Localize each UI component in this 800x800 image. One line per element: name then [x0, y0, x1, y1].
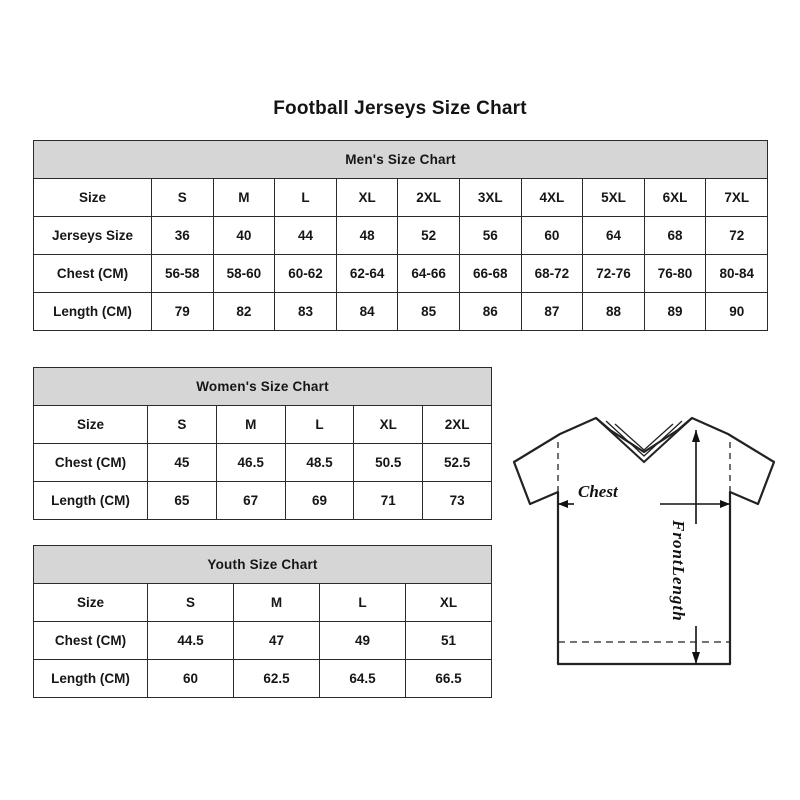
table-cell: 64.5: [320, 660, 406, 698]
column-header: 2XL: [423, 406, 492, 444]
table-cell: 48: [336, 217, 398, 255]
table-title-row: [34, 141, 768, 179]
table-cell: 87: [521, 293, 583, 331]
mens-size-table: [33, 140, 768, 331]
table-cell: 76-80: [644, 255, 706, 293]
table-cell: 47: [234, 622, 320, 660]
table-cell: 46.5: [216, 444, 285, 482]
column-header: 5XL: [583, 179, 645, 217]
table-header-row: [34, 179, 768, 217]
jersey-shirt-icon: [500, 400, 788, 700]
table-cell: 51: [406, 622, 492, 660]
table-cell: 40: [213, 217, 275, 255]
column-header: L: [320, 584, 406, 622]
table-cell: 56-58: [152, 255, 214, 293]
table-cell: 82: [213, 293, 275, 331]
table-cell: 62-64: [336, 255, 398, 293]
table-cell: 64: [583, 217, 645, 255]
chest-measure-label: Chest: [578, 482, 618, 501]
table-cell: 56: [459, 217, 521, 255]
row-label: Jerseys Size: [34, 217, 152, 255]
table-cell: 83: [275, 293, 337, 331]
row-label: Length (CM): [34, 293, 152, 331]
row-label: Length (CM): [34, 482, 148, 520]
page-title: Football Jerseys Size Chart: [273, 98, 527, 119]
column-header: 4XL: [521, 179, 583, 217]
table-cell: 68: [644, 217, 706, 255]
column-header: S: [148, 406, 217, 444]
table-cell: 79: [152, 293, 214, 331]
youth-size-chart: [33, 545, 492, 698]
table-header-row: [34, 406, 492, 444]
table-title-row: [34, 546, 492, 584]
table-cell: 66.5: [406, 660, 492, 698]
table-row: [34, 293, 768, 331]
table-cell: 44.5: [148, 622, 234, 660]
table-cell: 68-72: [521, 255, 583, 293]
youth-table-title: Youth Size Chart: [34, 546, 492, 584]
column-header: L: [285, 406, 354, 444]
table-cell: 72: [706, 217, 768, 255]
column-header: M: [234, 584, 320, 622]
column-header: 7XL: [706, 179, 768, 217]
table-cell: 69: [285, 482, 354, 520]
column-header: XL: [406, 584, 492, 622]
table-row: [34, 444, 492, 482]
table-cell: 36: [152, 217, 214, 255]
row-label: Chest (CM): [34, 622, 148, 660]
womens-table-title: Women's Size Chart: [34, 368, 492, 406]
row-label: Chest (CM): [34, 255, 152, 293]
table-cell: 60: [521, 217, 583, 255]
table-cell: 71: [354, 482, 423, 520]
table-cell: 85: [398, 293, 460, 331]
womens-size-table: [33, 367, 492, 520]
column-header: 6XL: [644, 179, 706, 217]
column-header: 3XL: [459, 179, 521, 217]
table-cell: 52: [398, 217, 460, 255]
table-cell: 67: [216, 482, 285, 520]
column-header: XL: [336, 179, 398, 217]
youth-size-table: [33, 545, 492, 698]
table-row: [34, 622, 492, 660]
womens-size-chart: [33, 367, 492, 520]
table-cell: 50.5: [354, 444, 423, 482]
column-header: M: [216, 406, 285, 444]
table-cell: 65: [148, 482, 217, 520]
table-title-row: [34, 368, 492, 406]
table-cell: 80-84: [706, 255, 768, 293]
table-cell: 88: [583, 293, 645, 331]
row-label: Chest (CM): [34, 444, 148, 482]
table-row: [34, 217, 768, 255]
front-length-measure-label: FrontLength: [669, 520, 688, 622]
column-header: 2XL: [398, 179, 460, 217]
column-header: Size: [34, 584, 148, 622]
row-label: Length (CM): [34, 660, 148, 698]
table-cell: 89: [644, 293, 706, 331]
column-header: L: [275, 179, 337, 217]
table-cell: 48.5: [285, 444, 354, 482]
jersey-measurement-diagram: [500, 400, 788, 700]
table-header-row: [34, 584, 492, 622]
column-header: XL: [354, 406, 423, 444]
table-cell: 72-76: [583, 255, 645, 293]
table-cell: 66-68: [459, 255, 521, 293]
table-cell: 60: [148, 660, 234, 698]
table-row: [34, 255, 768, 293]
table-cell: 44: [275, 217, 337, 255]
column-header: Size: [34, 406, 148, 444]
table-cell: 52.5: [423, 444, 492, 482]
table-cell: 60-62: [275, 255, 337, 293]
table-cell: 45: [148, 444, 217, 482]
table-row: [34, 482, 492, 520]
table-row: [34, 660, 492, 698]
table-cell: 86: [459, 293, 521, 331]
table-cell: 73: [423, 482, 492, 520]
table-cell: 84: [336, 293, 398, 331]
column-header: M: [213, 179, 275, 217]
table-cell: 58-60: [213, 255, 275, 293]
column-header: Size: [34, 179, 152, 217]
column-header: S: [148, 584, 234, 622]
column-header: S: [152, 179, 214, 217]
mens-table-title: Men's Size Chart: [34, 141, 768, 179]
table-cell: 90: [706, 293, 768, 331]
table-cell: 49: [320, 622, 406, 660]
mens-size-chart: [33, 140, 768, 331]
table-cell: 64-66: [398, 255, 460, 293]
table-cell: 62.5: [234, 660, 320, 698]
